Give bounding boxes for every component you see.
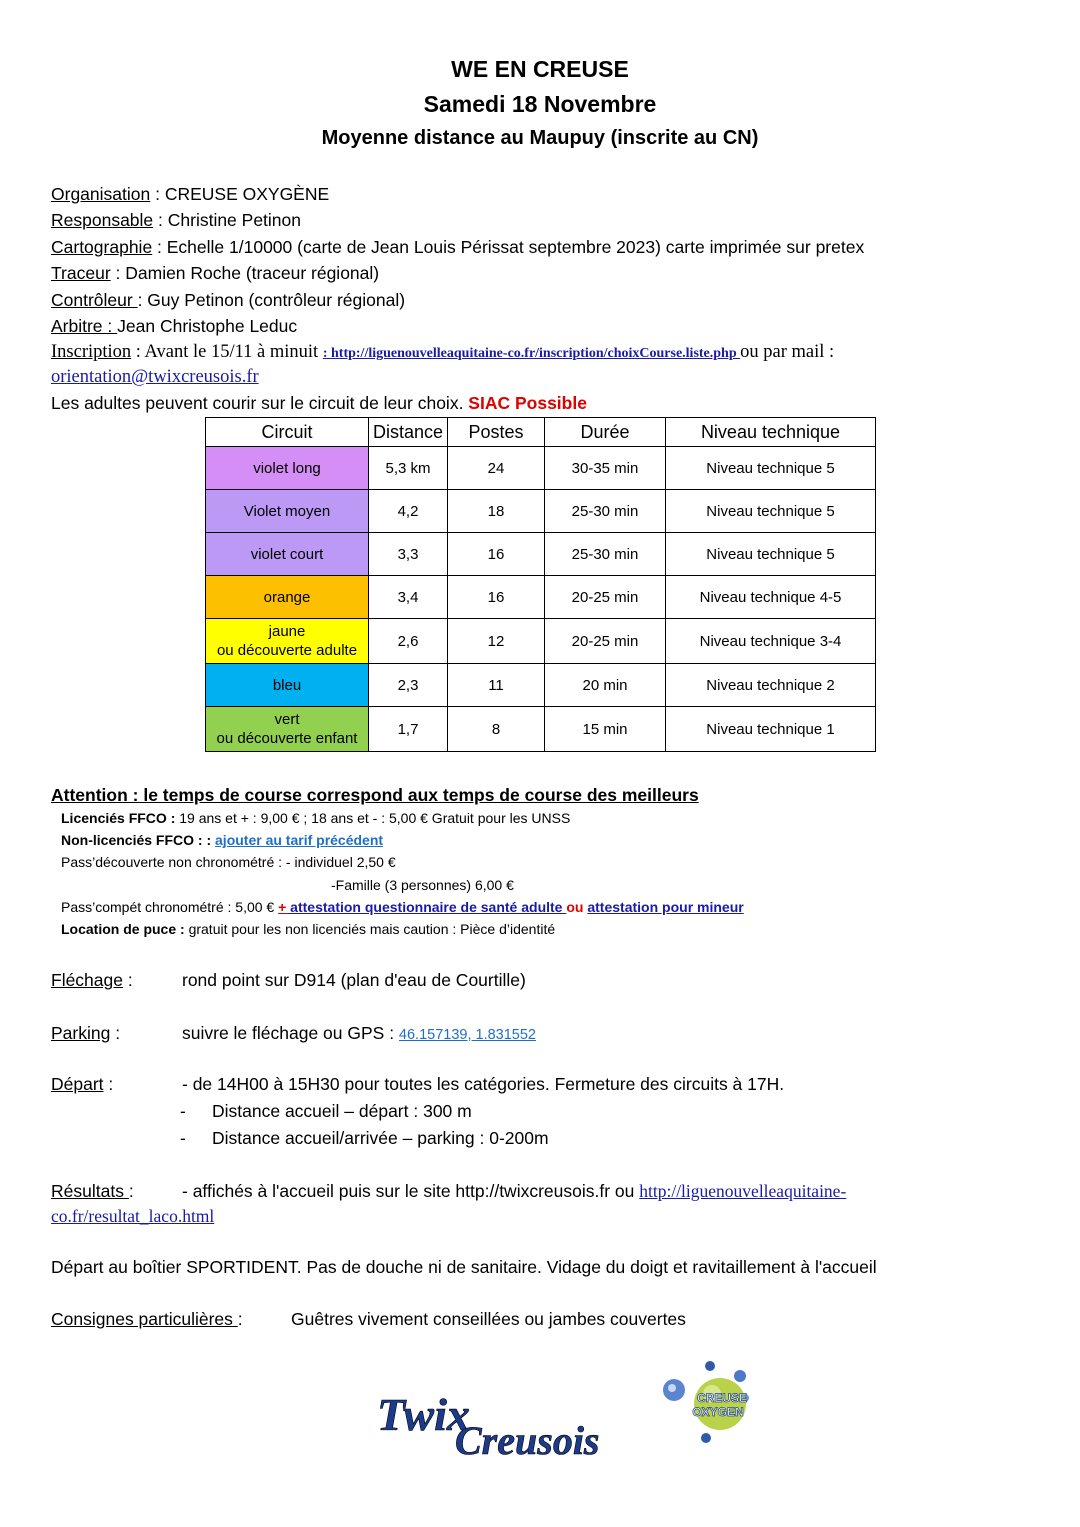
twix-creusois-logo: [375, 1378, 600, 1463]
depart-dash-3: -: [180, 1128, 186, 1148]
cell-distance: 3,4: [369, 576, 448, 619]
controleur-value: : Guy Petinon (contrôleur régional): [137, 290, 406, 310]
table-row: [206, 490, 876, 533]
title-date: Samedi 18 Novembre: [423, 91, 657, 117]
resultats-sep: :: [128, 1181, 134, 1201]
cell-niveau: Niveau technique 3-4: [666, 619, 876, 664]
creuse-oxygene-svg: [660, 1358, 760, 1448]
arbitre-value: Jean Christophe Leduc: [117, 316, 298, 336]
cell-circuit: [206, 619, 369, 664]
depart-dash-2: -: [180, 1101, 186, 1121]
consignes-sep: :: [237, 1309, 243, 1329]
puce-value: gratuit pour les non licenciés mais caution : Pièce d’identité: [184, 921, 556, 937]
table-header-row: [206, 418, 876, 447]
circuit-name: Violet moyen: [243, 502, 331, 520]
cartographie-line: [51, 237, 864, 258]
cell-niveau: Niveau technique 2: [666, 664, 876, 707]
svg-text:OXYGEN: OXYGEN: [692, 1405, 744, 1419]
header-niveau: Niveau technique: [666, 418, 876, 447]
header-distance: Distance: [369, 418, 448, 447]
cell-circuit: [206, 533, 369, 576]
cell-duree: 15 min: [545, 707, 666, 752]
parking-line: [182, 1023, 536, 1044]
svg-text:Twix: Twix: [377, 1389, 470, 1440]
controleur-line: [51, 290, 405, 311]
cell-niveau: Niveau technique 4-5: [666, 576, 876, 619]
cell-postes: 12: [448, 619, 545, 664]
cell-circuit: [206, 576, 369, 619]
table-row: [206, 707, 876, 752]
plus-sign: +: [278, 899, 287, 915]
arbitre-label: Arbitre :: [51, 316, 118, 336]
cell-circuit: [206, 490, 369, 533]
organisation-label: Organisation: [51, 184, 151, 204]
creuse-oxygene-logo: [660, 1358, 760, 1448]
attestation-adulte-link[interactable]: attestation questionnaire de santé adulte: [286, 899, 567, 915]
responsable-label: Responsable: [51, 210, 154, 230]
arbitre-line: [51, 316, 297, 337]
non-licencies-link[interactable]: ajouter au tarif précédent: [215, 832, 384, 848]
licencies-label: Licenciés FFCO :: [61, 810, 176, 826]
organisation-line: [51, 184, 329, 205]
licencies-line: [61, 810, 570, 826]
puce-label: Location de puce :: [61, 921, 185, 937]
svg-text:CREUSE: CREUSE: [696, 1391, 748, 1405]
cartographie-value: : Echelle 1/10000 (carte de Jean Louis Périssat septembre 2023) carte imprimée sur pretex: [152, 237, 865, 257]
cell-distance: 4,2: [369, 490, 448, 533]
cell-distance: 2,6: [369, 619, 448, 664]
cell-duree: 25-30 min: [545, 490, 666, 533]
cell-niveau: Niveau technique 5: [666, 447, 876, 490]
gps-link[interactable]: 46.157139, 1.831552: [398, 1027, 536, 1043]
circuit-subtitle: ou découverte enfant: [216, 730, 358, 747]
circuit-subtitle: ou découverte adulte: [216, 642, 358, 659]
consignes-label-wrap: [51, 1309, 243, 1330]
ou-text: ou: [566, 899, 588, 915]
svg-text:Creusois: Creusois: [455, 1418, 600, 1463]
responsable-line: [51, 210, 301, 231]
pass-compet-line: [61, 899, 744, 915]
table-row: [206, 619, 876, 664]
header-circuit: Circuit: [206, 418, 369, 447]
cell-postes: 8: [448, 707, 545, 752]
flechage-value: rond point sur D914 (plan d'eau de Courtille): [182, 970, 526, 990]
cell-duree: 20-25 min: [545, 619, 666, 664]
twix-logo-svg: [375, 1378, 600, 1463]
inscription-mail-link[interactable]: orientation@twixcreusois.fr: [51, 367, 259, 387]
circuits-table: [205, 417, 876, 752]
licencies-value: 19 ans et + : 9,00 € ; 18 ans et - : 5,00 € Gratuit pour les UNSS: [175, 810, 571, 826]
controleur-label: Contrôleur: [51, 290, 138, 310]
resultats-label-wrap: [51, 1181, 134, 1202]
parking-label: Parking: [51, 1023, 111, 1043]
consignes-label: Consignes particulières: [51, 1309, 238, 1329]
attestation-mineur-link[interactable]: attestation pour mineur: [587, 899, 744, 915]
depart-label: Départ: [51, 1074, 104, 1094]
depart-label-wrap: [51, 1074, 113, 1095]
organisation-value: : CREUSE OXYGÈNE: [150, 184, 330, 204]
circuit-name: orange: [263, 588, 311, 606]
circuit-name: vert: [274, 711, 300, 728]
adults-line: [51, 393, 587, 414]
parking-label-wrap: [51, 1023, 120, 1044]
resultats-link-1[interactable]: http://liguenouvelleaquitaine-: [639, 1181, 847, 1201]
table-row: [206, 576, 876, 619]
header-duree: Durée: [545, 418, 666, 447]
parking-sep: :: [110, 1023, 121, 1043]
header-postes: Postes: [448, 418, 545, 447]
cell-duree: 25-30 min: [545, 533, 666, 576]
cell-distance: 1,7: [369, 707, 448, 752]
depart-line-2: Distance accueil – départ : 300 m: [212, 1101, 472, 1121]
depart-sep: :: [103, 1074, 114, 1094]
flechage-sep: :: [123, 970, 133, 990]
cell-postes: 16: [448, 533, 545, 576]
cell-postes: 24: [448, 447, 545, 490]
inscription-text: : Avant le 15/11 à minuit: [131, 342, 323, 362]
cell-postes: 11: [448, 664, 545, 707]
adults-text: Les adultes peuvent courir sur le circuit de leur choix.: [51, 393, 469, 413]
resultats-line: [182, 1181, 846, 1202]
cartographie-label: Cartographie: [51, 237, 153, 257]
resultats-link-2[interactable]: co.fr/resultat_laco.html: [51, 1206, 215, 1226]
title-we-en-creuse: WE EN CREUSE: [451, 56, 629, 82]
flechage-label: Fléchage: [51, 970, 123, 990]
siac-possible: SIAC Possible: [468, 393, 587, 413]
resultats-label: Résultats: [51, 1181, 129, 1201]
cell-distance: 3,3: [369, 533, 448, 576]
cell-duree: 20-25 min: [545, 576, 666, 619]
consignes-value: Guêtres vivement conseillées ou jambes couvertes: [291, 1309, 686, 1329]
non-licencies-label: Non-licenciés FFCO : :: [61, 832, 212, 848]
depart-line-1: - de 14H00 à 15H30 pour toutes les catégories. Fermeture des circuits à 17H.: [182, 1074, 785, 1094]
depart-line-3: Distance accueil/arrivée – parking : 0-200m: [212, 1128, 549, 1148]
sportident-line: Départ au boîtier SPORTIDENT. Pas de douche ni de sanitaire. Vidage du doigt et ravitaillement à l'accueil: [51, 1257, 877, 1277]
cell-distance: 2,3: [369, 664, 448, 707]
cell-postes: 16: [448, 576, 545, 619]
cell-circuit: [206, 447, 369, 490]
cell-duree: 30-35 min: [545, 447, 666, 490]
cell-duree: 20 min: [545, 664, 666, 707]
cell-circuit: [206, 664, 369, 707]
inscription-line: [51, 342, 834, 363]
circuit-name: bleu: [272, 676, 302, 694]
cell-niveau: Niveau technique 5: [666, 533, 876, 576]
pass-compet-text: Pass’compét chronométré : 5,00 €: [61, 899, 279, 915]
circuit-name: violet long: [253, 459, 321, 477]
attention-heading: Attention : le temps de course correspond aux temps de course des meilleurs: [51, 785, 699, 805]
cell-postes: 18: [448, 490, 545, 533]
traceur-value: : Damien Roche (traceur régional): [110, 263, 380, 283]
parking-value: suivre le fléchage ou GPS :: [182, 1023, 399, 1043]
table-row: [206, 533, 876, 576]
cell-niveau: Niveau technique 5: [666, 490, 876, 533]
table-row: [206, 447, 876, 490]
inscription-label: Inscription: [51, 342, 132, 362]
cell-niveau: Niveau technique 1: [666, 707, 876, 752]
inscription-after: ou par mail :: [740, 342, 835, 362]
table-row: [206, 664, 876, 707]
circuit-name: violet court: [250, 545, 324, 563]
puce-line: [61, 921, 555, 937]
title-subtitle: Moyenne distance au Maupuy (inscrite au CN): [321, 127, 759, 149]
non-licencies-line: [61, 832, 383, 848]
traceur-label: Traceur: [51, 263, 111, 283]
flechage-label-wrap: [51, 970, 133, 991]
circuit-name: jaune: [268, 623, 306, 640]
responsable-value: : Christine Petinon: [153, 210, 302, 230]
inscription-link[interactable]: : http://liguenouvelleaquitaine-co.fr/inscription/choixCourse.liste.php: [322, 346, 741, 361]
cell-circuit: [206, 707, 369, 752]
traceur-line: [51, 263, 379, 284]
famille-line: -Famille (3 personnes) 6,00 €: [331, 877, 514, 893]
pass-decouverte-line: Pass’découverte non chronométré : - individuel 2,50 €: [61, 854, 396, 870]
cell-distance: 5,3 km: [369, 447, 448, 490]
resultats-value: - affichés à l'accueil puis sur le site http://twixcreusois.fr ou: [182, 1181, 640, 1201]
